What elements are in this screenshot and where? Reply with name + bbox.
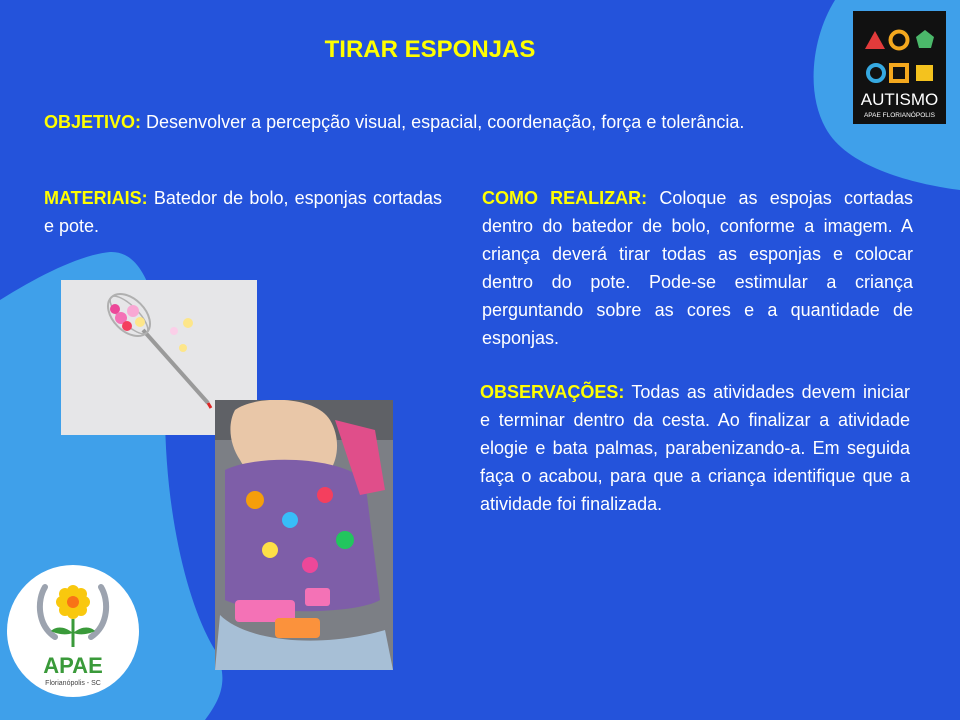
como-realizar-paragraph [482,184,913,352]
autismo-logo-name: AUTISMO [860,90,939,109]
objetivo-paragraph [44,108,788,136]
observacoes-text: Todas as atividades devem iniciar e terminar dentro da cesta. Ao finalizar a atividade elogie e bata palmas, parabenizando-a. Em seguida faça o acabou, para que a criança identifique que a atividade foi finalizada. [480,382,910,514]
materiais-paragraph [44,184,442,240]
autismo-logo [853,11,946,124]
autismo-logo-sub: APAE FLORIANÓPOLIS [863,112,936,119]
child-playing-photo [215,400,393,670]
apae-logo-name: APAE [43,653,103,678]
como-realizar-text: Coloque as espojas cortadas dentro do batedor de bolo, conforme a imagem. A criança deverá tirar todas as esponjas e colocar dentro do pote. Pode-se estimular a criança perguntando sobre as cores e a quantidade de esponjas. [482,188,913,348]
objetivo-label: OBJETIVO: [44,112,142,132]
observacoes-label: OBSERVAÇÕES: [480,382,625,402]
page-title: TIRAR ESPONJAS [324,36,536,63]
apae-logo [7,565,139,697]
como-realizar-label: COMO REALIZAR: [482,188,648,208]
apae-logo-sub: Florianópolis - SC [45,680,101,687]
materiais-label: MATERIAIS: [44,188,148,208]
objetivo-text: Desenvolver a percepção visual, espacial, coordenação, força e tolerância. [146,112,745,132]
observacoes-paragraph [480,378,910,518]
materiais-text: Batedor de bolo, esponjas cortadas e pote. [44,188,442,236]
